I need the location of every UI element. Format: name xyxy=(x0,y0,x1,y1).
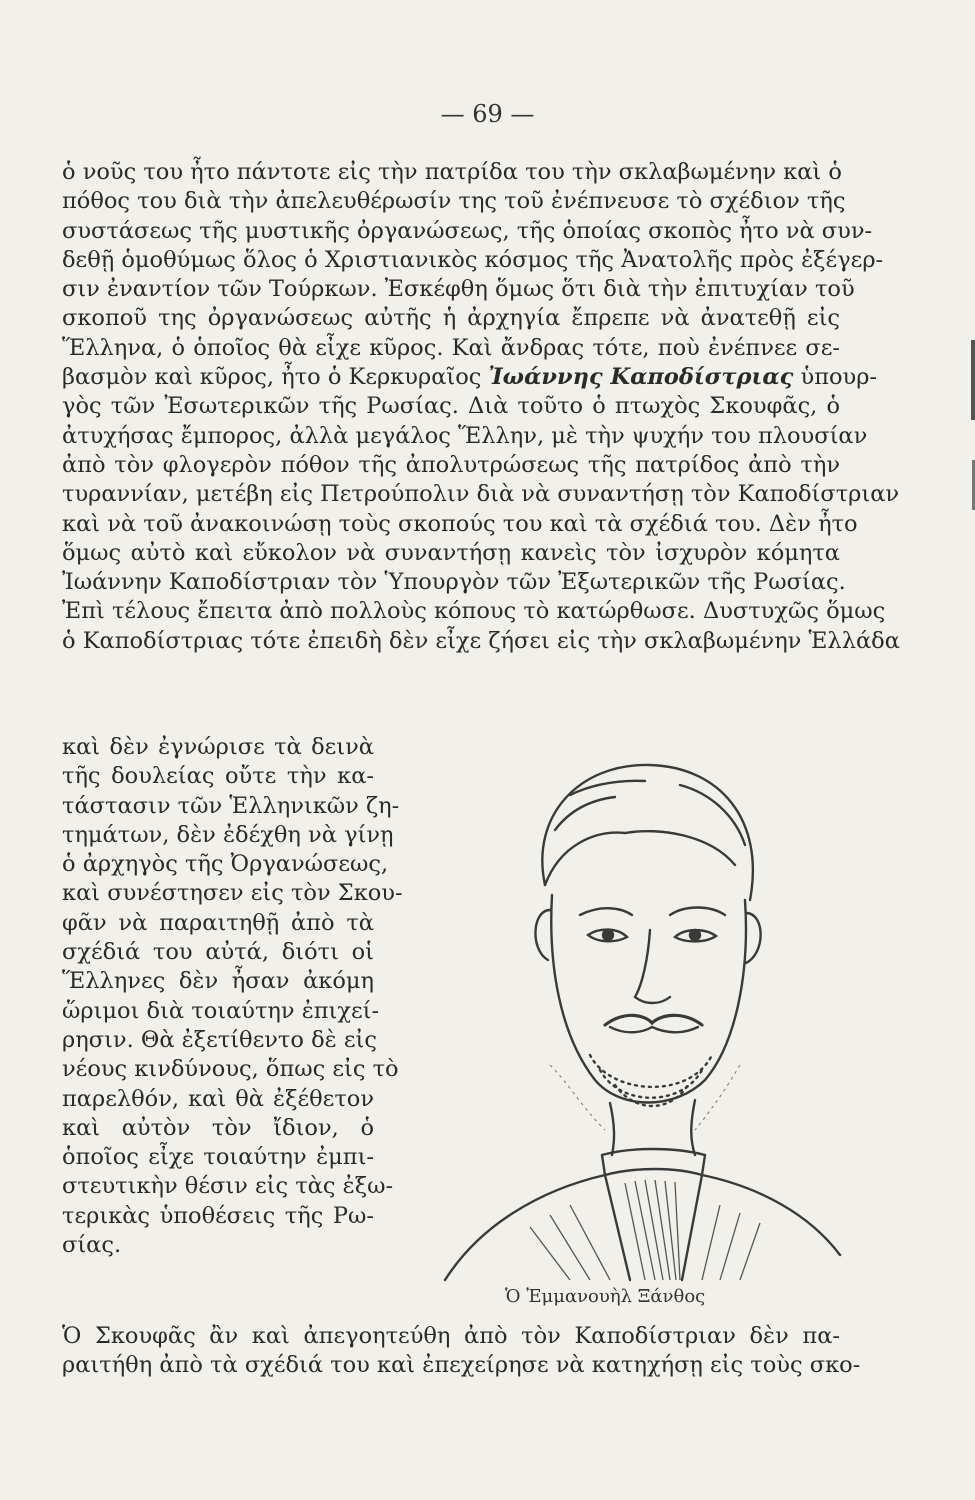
text-line: τῆς δουλείας οὔτε τὴν κα- xyxy=(62,763,374,790)
text-line: Ὁ Σκουφᾶς ἂν καὶ ἀπεγοητεύθη ἀπὸ τὸν Καποδίστριαν δὲν πα- xyxy=(62,1323,840,1349)
text-line: ὅμως αὐτὸ καὶ εὔκολον νὰ συναντήσῃ κανεὶς τὸν ἰσχυρὸν κόμητα xyxy=(62,539,840,566)
emphasized-name: Ἰωάννης Καποδίστριας xyxy=(488,364,794,391)
text-line: γὸς τῶν Ἐσωτερικῶν τῆς Ρωσίας. Διὰ τοῦτο ὁ πτωχὸς Σκουφᾶς, ὁ xyxy=(62,393,840,420)
text-line: ὥριμοι διὰ τοιαύτην ἐπιχεί- xyxy=(62,997,380,1024)
text-line: σίας. xyxy=(62,1232,122,1259)
text-line: σκοποῦ της ὀργανώσεως αὐτῆς ἡ ἀρχηγία ἔπρεπε νὰ ἀνατεθῇ εἰς xyxy=(62,305,840,332)
text-line: καὶ δὲν ἐγνώρισε τὰ δεινὰ xyxy=(62,734,374,760)
text-line: Ἐπὶ τέλους ἔπειτα ἀπὸ πολλοὺς κόπους τὸ κατώρθωσε. Δυστυχῶς ὅμως xyxy=(62,598,886,625)
binding-edge-mark xyxy=(971,340,975,420)
text-line: δεθῇ ὁμοθύμως ὅλος ὁ Χριστιανικὸς κόσμος τῆς Ἀνατολῆς πρὸς ἐξέγερ- xyxy=(62,246,884,273)
text-line: νέους κινδύνους, ὅπως εἰς τὸ xyxy=(62,1056,399,1083)
text-line: ἀτυχήσας ἔμπορος, ἀλλὰ μεγάλος Ἕλλην, μὲ τὴν ψυχήν του πλουσίαν xyxy=(62,422,868,449)
text-line: τημάτων, δὲν ἐδέχθη νὰ γίνῃ xyxy=(62,821,394,848)
text-line: σχέδιά του αὐτά, διότι οἱ xyxy=(62,939,374,966)
paragraph-top xyxy=(62,158,900,656)
text-line: Ἰωάννην Καποδίστριαν τὸν Ὑπουργὸν τῶν Ἐξωτερικῶν τῆς Ρωσίας. xyxy=(62,569,846,596)
text-line-with-name xyxy=(62,363,878,392)
text-line: ραιτήθη ἀπὸ τὰ σχέδιά του καὶ ἐπεχείρησε νὰ κατηχήσῃ εἰς τοὺς σκο- xyxy=(62,1352,861,1379)
text-line: καὶ αὐτὸν τὸν ἴδιον, ὁ xyxy=(62,1114,374,1141)
text-line: στευτικὴν θέσιν εἰς τὰς ἐξω- xyxy=(62,1173,394,1200)
text-line: ὁ ἀρχηγὸς τῆς Ὀργανώσεως, xyxy=(62,851,389,878)
text-line: τυραννίαν, μετέβη εἰς Πετρούπολιν διὰ νὰ συναντήσῃ τὸν Καποδίστριαν xyxy=(62,481,900,508)
portrait-engraving xyxy=(420,735,845,1280)
text-line: καὶ νὰ τοῦ ἀνακοινώσῃ τοὺς σκοπούς του καὶ τὰ σχέδιά του. Δὲν ἦτο xyxy=(62,510,858,537)
text-line: τερικὰς ὑποθέσεις τῆς Ρω- xyxy=(62,1202,374,1229)
text-line: καὶ συνέστησεν εἰς τὸν Σκου- xyxy=(62,880,403,907)
text-line: ὁποῖος εἶχε τοιαύτην ἐμπι- xyxy=(62,1144,374,1171)
text-line: σιν ἐναντίον τῶν Τούρκων. Ἐσκέφθη ὅμως ὅτι διὰ τὴν ἐπιτυχίαν τοῦ xyxy=(62,276,855,303)
text-line: τάστασιν τῶν Ἑλληνικῶν ζη- xyxy=(62,792,400,819)
text-line: ἀπὸ τὸν φλογερὸν πόθον τῆς ἀπολυτρώσεως τῆς πατρίδος ἀπὸ τὴν xyxy=(62,451,840,478)
text-line: φᾶν νὰ παραιτηθῇ ἀπὸ τὰ xyxy=(62,909,374,936)
text-line: ὁ Καποδίστριας τότε ἐπειδὴ δὲν εἶχε ζήσει εἰς τὴν σκλαβωμένην Ἑλλάδα xyxy=(62,627,900,654)
text-line: παρελθόν, καὶ θὰ ἐξέθετον xyxy=(62,1085,374,1112)
text-line-start: βασμὸν καὶ κῦρος, ἦτο ὁ Κερκυραῖος xyxy=(62,364,482,391)
paragraph-bottom xyxy=(62,1322,861,1381)
text-line: ὁ νοῦς του ἦτο πάντοτε εἰς τὴν πατρίδα του τὴν σκλαβωμένην καὶ ὁ xyxy=(62,159,842,185)
text-line: Ἕλληνα, ὁ ὁποῖος θὰ εἶχε κῦρος. Καὶ ἄνδρας τότε, ποὺ ἐνέπνεε σε- xyxy=(62,334,840,361)
text-line: Ἕλληνες δὲν ἦσαν ἀκόμη xyxy=(62,968,374,995)
text-line: συστάσεως τῆς μυστικῆς ὀργανώσεως, τῆς ὁποίας σκοπὸς ἦτο νὰ συν- xyxy=(62,217,873,244)
text-line-end: ὑπουρ- xyxy=(800,364,878,391)
portrait-caption: Ὁ Ἐμμανουὴλ Ξάνθος xyxy=(505,1286,706,1307)
text-line: ρησιν. Θὰ ἐξετίθεντο δὲ εἰς xyxy=(62,1026,377,1053)
text-line: πόθος του διὰ τὴν ἀπελευθέρωσίν της τοῦ ἐνέπνευσε τὸ σχέδιον τῆς xyxy=(62,188,846,215)
paragraph-left-column xyxy=(62,733,403,1260)
page-number: — 69 — xyxy=(440,100,535,128)
